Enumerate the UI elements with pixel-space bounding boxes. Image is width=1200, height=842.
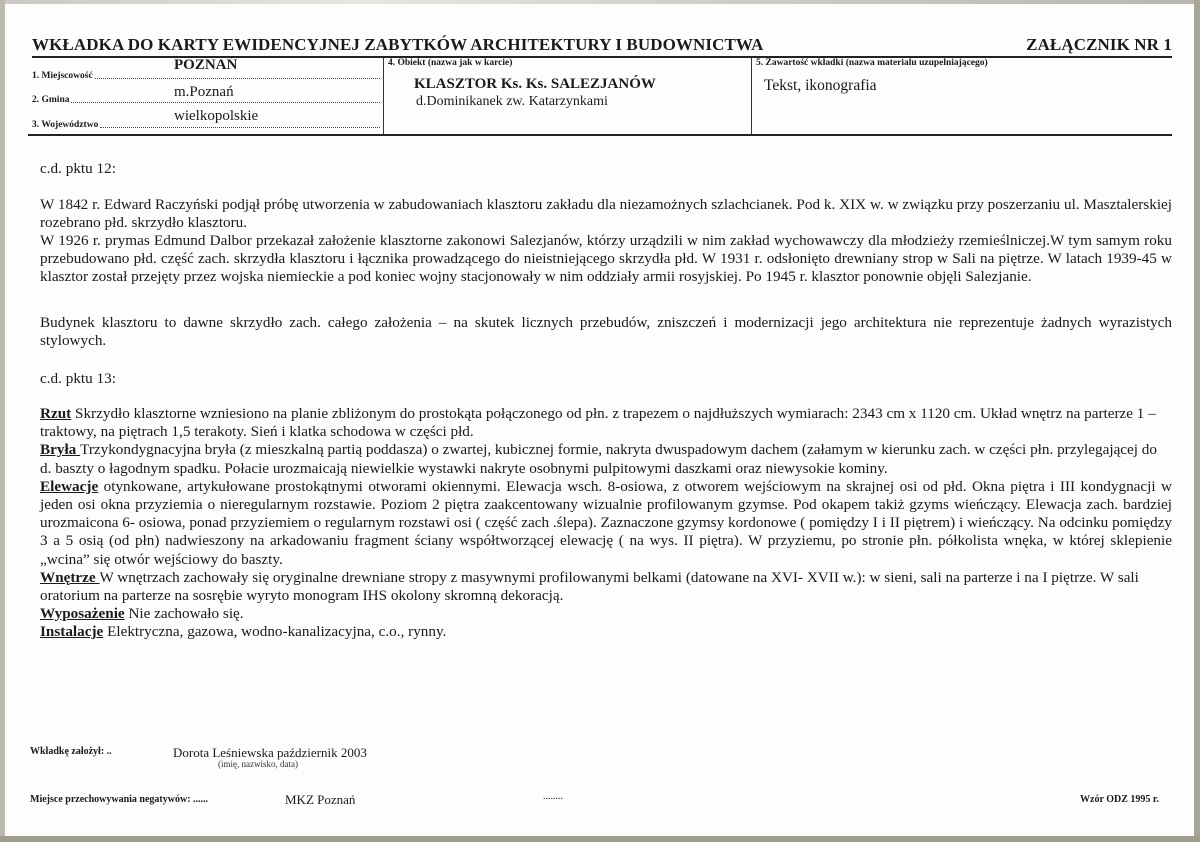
attachment-number: ZAŁĄCZNIK NR 1 <box>1026 35 1172 54</box>
object-subtitle: d.Dominikanek zw. Katarzynkami <box>416 94 608 109</box>
content-label: 5. Zawartość wkładki (nazwa materialu uzupelniającego) <box>756 58 988 68</box>
negatives-label: Miejsce przechowywania negatywów: ...... <box>30 794 209 805</box>
item-label: Wyposażenie <box>40 605 125 623</box>
section13-item-wyposazenie <box>40 605 1172 623</box>
section13-item-rzut <box>40 405 1172 441</box>
section12-heading: c.d. pktu 12: <box>40 160 116 177</box>
section13-item-wnetrze <box>40 569 1172 605</box>
author-label: Wkładkę założył: .. <box>30 746 112 757</box>
location-fields <box>28 58 383 134</box>
field-wojewodztwo: 3. Województwo <box>32 120 380 130</box>
info-table <box>28 58 1172 136</box>
item-label: Rzut <box>40 405 72 422</box>
negatives-value: MKZ Poznań <box>285 792 356 807</box>
scan-edge-top <box>0 0 1200 4</box>
section13-item-elewacje <box>40 478 1172 569</box>
section13-item-bryla <box>40 441 1172 477</box>
object-label: 4. Obiekt (nazwa jak w karcie) <box>388 58 513 68</box>
section13-items <box>40 405 1172 642</box>
section12-paragraph: W 1926 r. prymas Edmund Dalbor przekazał założenie klasztorne zakonowi Salezjanów, którzy urządzili w nim zakład wychowawczy dla młodzieży rzemieślniczej.W tym samym roku przebudowano płd. część zach. skrzydła klasztoru i łącznika prowadzącego do nieistniejącego skrzydła płd. W 1931 r. odsłonięto drewniany strop w Sali na piętrze. W latach 1939-45 w klasztor został przejęty przez wojska niemieckie a pod koniec wojny stacjonowały w nim oddziały armii rosyjskiej. Po 1945 r. klasztor ponownie objęli Salezjanie. <box>40 232 1172 286</box>
section13-item-instalacje <box>40 623 1172 641</box>
scan-edge-right <box>1194 0 1200 842</box>
field-miejscowosc: 1. Miejscowość <box>32 71 380 81</box>
form-header <box>32 35 1172 58</box>
miejscowosc-value: POZNAŃ <box>174 57 238 73</box>
field-gmina: 2. Gmina <box>32 95 380 105</box>
template-version: Wzór ODZ 1995 r. <box>1080 794 1159 805</box>
scan-edge-left <box>0 0 5 842</box>
item-text: Trzykondygnacyjna bryła (z mieszkalną partią poddasza) o zwartej, kubicznej formie, nakryta dwuspadowym dachem (załamym w kierunku zach. w części płn. przylegającej do d. baszty o łagodnym spadku. Połacie urozmaicają niewielkie wystawki nakryte osobnymi pulpitowymi daszkami oraz niewysokie kominy. <box>40 441 1157 477</box>
scan-edge-bottom <box>0 836 1200 842</box>
item-label: Bryła <box>40 441 81 459</box>
object-field <box>383 58 752 134</box>
section12-paragraph: W 1842 r. Edward Raczyński podjął próbę utworzenia w zabudowaniach klasztoru zakładu dla niezamożnych szlachcianek. Pod k. XIX w. w związku przy poszerzaniu ul. Masztalerskiej rozebrano płd. skrzydło klasztoru. <box>40 196 1172 232</box>
author-value: Dorota Leśniewska październik 2003 <box>173 745 367 760</box>
wojewodztwo-value: wielkopolskie <box>174 108 259 124</box>
section12-paragraph: Budynek klasztoru to dawne skrzydło zach. całego założenia – na skutek licznych przebudów, zniszczeń i modernizacji jego architektura nie reprezentuje żadnych wyrazistych stylowych. <box>40 314 1172 350</box>
footer-dots: ........ <box>543 791 563 802</box>
item-text: Elektryczna, gazowa, wodno-kanalizacyjna, c.o., rynny. <box>103 623 447 641</box>
item-text: Skrzydło klasztorne wzniesiono na planie zbliżonym do prostokąta połączonego od płn. z trapezem o najdłuższych wymiarach: 2343 cm x 1120 cm. Układ wnętrz na parterze 1 – traktowy, na piętrach 1,5 terakoty. Sień i klatka schodowa w części płd. <box>40 405 1156 441</box>
item-text: W wnętrzach zachowały się oryginalne drewniane stropy z masywnymi profilowanymi belkami (datowane na XVI- XVII w.): w sieni, sali na parterze i na I piętrze. W sali oratorium na parterze na sosrębie wyryto monogram IHS okolony skromną dekoracją. <box>40 568 1139 605</box>
content-field <box>752 58 1172 134</box>
item-label: Instalacje <box>40 623 104 641</box>
author-hint: (imię, nazwisko, data) <box>218 759 298 769</box>
item-label: Wnętrze <box>40 568 100 586</box>
object-name: KLASZTOR Ks. Ks. SALEZJANÓW <box>414 76 656 92</box>
form-title: WKŁADKA DO KARTY EWIDENCYJNEJ ZABYTKÓW ARCHITEKTURY I BUDOWNICTWA <box>32 35 764 54</box>
item-text: Nie zachowało się. <box>124 605 244 623</box>
content-value: Tekst, ikonografia <box>764 77 877 94</box>
item-text: otynkowane, artykułowane prostokątnymi otworami okiennymi. Elewacja wsch. 8-osiowa, z otworem wejściowym na skrajnej osi od płd. Okna piętra i III kondygnacji w jeden osi okna przyziemia o nieregularnym rozstawie. Poziom 2 piętra zaakcentowany wizualnie profilowanym gzymse. Pod okapem takiż gzyms wieńczący. Elewacja zach. bardziej urozmaicona 6- osiowa, ponad przyziemiem o regularnym rozstawi osi ( część zach .ślepa). Zaznaczone gzymsy kordonowe ( pomiędzy I i II piętrem) i wieńczący. Na odcinku pomiędzy 3 a 5 osią (od płn) nadwieszony na arkadowaniu fragment ściany współtworzącej elewację ( na wys. II piętra). W przyziemu, po stronie płn. półkolista wnęka, w której sklepienie „wcina” się otwór wejściowy do baszty. <box>40 477 1172 568</box>
section13-heading: c.d. pktu 13: <box>40 370 116 387</box>
gmina-value: m.Poznań <box>174 84 234 100</box>
item-label: Elewacje <box>40 477 99 495</box>
